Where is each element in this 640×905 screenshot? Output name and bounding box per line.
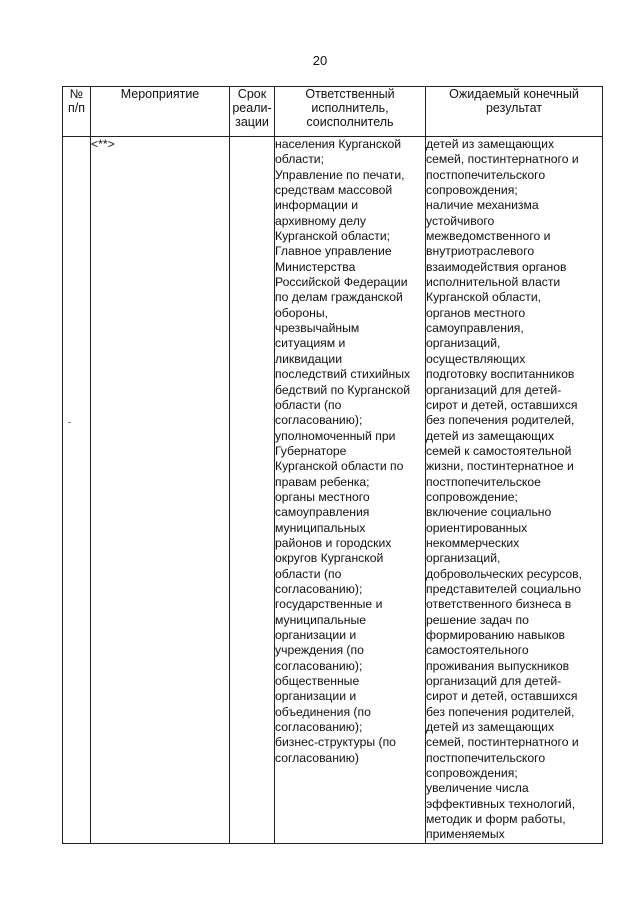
header-result: Ожидаемый конечный результат: [426, 87, 603, 137]
responsible-line: государственные и: [275, 597, 383, 612]
responsible-line: информации и: [275, 198, 359, 213]
responsible-line: бизнес-структуры (по: [275, 735, 396, 750]
result-line: представителей социально: [426, 581, 582, 596]
page-number: 20: [312, 53, 328, 68]
result-line: сирот и детей, оставшихся: [426, 397, 578, 412]
header-term: Срок реали- зации: [230, 87, 275, 137]
responsible-line: области;: [275, 152, 324, 167]
result-line: взаимодействия органов: [426, 259, 567, 274]
responsible-line: согласованию);: [275, 658, 363, 673]
result-line: внутриотраслевого: [426, 244, 535, 259]
table-row: [63, 137, 603, 844]
result-line: проживания выпускников: [426, 658, 570, 673]
responsible-line: организации и: [275, 689, 357, 704]
result-line: семей, постинтернатного и: [426, 152, 579, 167]
responsible-line: по делам гражданской: [275, 290, 403, 305]
cell-result: [426, 137, 603, 844]
result-line: решение задач по: [426, 612, 529, 627]
result-line: устойчивого: [426, 213, 495, 228]
responsible-line: населения Курганской: [275, 137, 402, 151]
responsible-line: согласованию);: [275, 413, 363, 428]
cell-event: <**>: [91, 137, 230, 844]
result-line: добровольческих ресурсов,: [426, 566, 583, 581]
responsible-line: согласованию);: [275, 581, 363, 596]
responsible-line: Министерства: [275, 259, 356, 274]
responsible-line: Курганской области по: [275, 459, 404, 474]
result-line: организаций,: [426, 551, 501, 566]
result-line: семей к самостоятельной: [426, 443, 572, 458]
responsible-line: общественные: [275, 674, 360, 689]
responsible-line: ликвидации: [275, 351, 343, 366]
result-line: исполнительной власти: [426, 275, 561, 290]
result-line: органов местного: [426, 305, 526, 320]
responsible-line: бедствий по Курганской: [275, 382, 411, 397]
cell-responsible: [275, 137, 426, 844]
responsible-line: средствам массовой: [275, 183, 393, 198]
result-line: без попечения родителей,: [426, 704, 575, 719]
responsible-line: правам ребенка;: [275, 474, 370, 489]
responsible-line: области (по: [275, 397, 342, 412]
result-line: некоммерческих: [426, 535, 520, 550]
cell-num: [63, 137, 91, 844]
result-line: организаций для детей-: [426, 382, 562, 397]
responsible-line: согласованию);: [275, 720, 363, 735]
table-header-row: [63, 87, 603, 137]
result-line: сопровождение;: [426, 489, 518, 504]
responsible-line: учреждения (по: [275, 643, 364, 658]
cell-term: [230, 137, 275, 844]
result-line: наличие механизма: [426, 198, 539, 213]
responsible-line: объединения (по: [275, 704, 371, 719]
header-event: Мероприятие: [91, 87, 230, 137]
responsible-line: муниципальных: [275, 520, 366, 535]
result-line: методик и форм работы,: [426, 812, 566, 827]
result-line: без попечения родителей,: [426, 413, 575, 428]
responsible-line: органы местного: [275, 489, 370, 504]
result-line: ориентированных: [426, 520, 528, 535]
result-line: сопровождения;: [426, 183, 518, 198]
responsible-line: области (по: [275, 566, 342, 581]
result-line: постпопечительского: [426, 167, 546, 182]
result-line: эффективных технологий,: [426, 796, 576, 811]
responsible-line: согласованию): [275, 750, 359, 765]
result-line: включение социально: [426, 505, 552, 520]
result-line: осуществляющих: [426, 351, 526, 366]
responsible-line: округов Курганской: [275, 551, 384, 566]
responsible-line: уполномоченный при: [275, 428, 396, 443]
result-line: детей из замещающих: [426, 720, 555, 735]
responsible-line: последствий стихийных: [275, 367, 411, 382]
result-line: ответственного бизнеса в: [426, 597, 572, 612]
responsible-line: Российской Федерации: [275, 275, 408, 290]
result-line: постпопечительского: [426, 750, 546, 765]
result-line: постпопечительское: [426, 474, 541, 489]
responsible-line: архивному делу: [275, 213, 366, 228]
result-line: сирот и детей, оставшихся: [426, 689, 578, 704]
responsible-line: Управление по печати,: [275, 167, 405, 182]
responsible-line: самоуправления: [275, 505, 370, 520]
result-line: организаций для детей-: [426, 674, 562, 689]
result-line: сопровождения;: [426, 766, 518, 781]
responsible-line: обороны,: [275, 305, 328, 320]
responsible-line: муниципальные: [275, 612, 367, 627]
responsible-line: Курганской области;: [275, 229, 391, 244]
result-line: применяемых: [426, 827, 505, 842]
responsible-line: Губернаторе: [275, 443, 347, 458]
measures-table: [62, 86, 603, 844]
header-responsible: Ответственный исполнитель, соисполнитель: [275, 87, 426, 137]
result-line: жизни, постинтернатное и: [426, 459, 574, 474]
result-line: самоуправления,: [426, 321, 524, 336]
result-line: детей из замещающих: [426, 137, 555, 151]
responsible-line: чрезвычайным: [275, 321, 360, 336]
result-line: организаций,: [426, 336, 501, 351]
responsible-line: Главное управление: [275, 244, 392, 259]
result-line: формированию навыков: [426, 628, 565, 642]
result-line: подготовку воспитанников: [426, 367, 575, 382]
responsible-line: ситуациям и: [275, 336, 346, 351]
result-line: семей, постинтернатного и: [426, 735, 579, 750]
result-line: детей из замещающих: [426, 428, 555, 443]
result-line: Курганской области,: [426, 290, 542, 305]
result-line: самостоятельного: [426, 643, 529, 658]
result-line: увеличение числа: [426, 781, 529, 796]
responsible-line: организации и: [275, 628, 357, 642]
responsible-line: районов и городских: [275, 535, 392, 550]
header-num: № п/п: [63, 87, 91, 137]
result-line: межведомственного и: [426, 229, 551, 244]
